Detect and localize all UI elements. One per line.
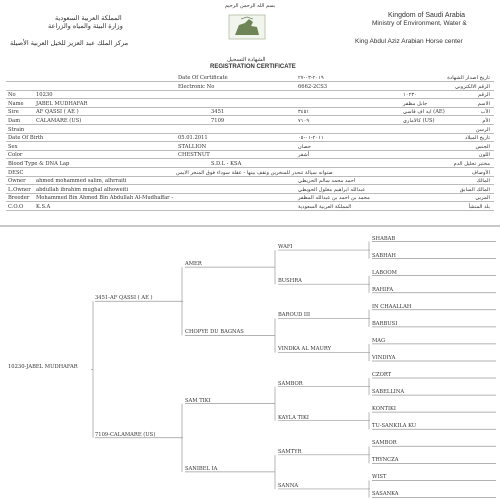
pedigree-chart <box>0 227 500 500</box>
info-ar: الرقم الالكتروني <box>454 83 490 90</box>
pedigree-gen4: MAG <box>372 337 386 344</box>
certificate-header <box>0 0 500 55</box>
horse-logo-icon <box>227 13 267 41</box>
info-row <box>6 134 494 142</box>
info-ar: الجنس <box>475 143 490 150</box>
info-ar2: ايه اف قاسي (AE) <box>403 109 445 116</box>
header-ar-center: مركز الملك عبد العزيز للخيل العربية الأصيلة <box>10 39 129 47</box>
info-arval: ٢٠١٩-٠٣-٢٧ <box>298 75 324 81</box>
header-en-kingdom: Kingdom of Saudi Arabia <box>388 12 466 19</box>
info-value: AF QASSI ( AE ) <box>36 109 79 116</box>
info-label: Dam <box>8 118 21 124</box>
info-ar: المربي <box>475 195 490 202</box>
pedigree-gen4: SAMBOR <box>372 440 397 447</box>
certificate-title-ar: الشهادة التسجيل <box>227 57 266 63</box>
header-en-ministry: Ministry of Environment, Water & <box>372 20 467 27</box>
info-label: C.O.O <box>8 204 24 210</box>
info-row <box>6 177 494 185</box>
pedigree-gen2: AMER <box>185 261 202 268</box>
info-row <box>6 160 494 168</box>
info-label: L.Owner <box>8 186 31 193</box>
pedigree-gen4: CZORT <box>372 372 392 379</box>
pedigree-gen2: CHOPYE DU BAGNAS <box>185 329 244 336</box>
info-row <box>6 126 494 134</box>
info-row <box>6 203 494 211</box>
info-label: DESC <box>8 169 24 176</box>
pedigree-gen4: BARBUSI <box>372 320 398 327</box>
pedigree-gen3: BAROUD III <box>278 312 311 319</box>
info-arval: محمد بن احمد بن عبدالله المظفر <box>298 195 370 202</box>
info-row <box>6 117 494 125</box>
pedigree-gen4: KONTIKI <box>372 406 396 413</box>
pedigree-gen4: LABOOM <box>372 269 397 276</box>
info-mid: CHESTNUT <box>178 152 210 159</box>
pedigree-gen4: VINDIYA <box>372 354 396 361</box>
info-arval: حصان <box>298 143 312 150</box>
info-ar: الأب <box>480 109 490 116</box>
info-mid: Date Of Certificate <box>178 75 228 81</box>
info-label: Color <box>8 152 23 159</box>
info-label: Sex <box>8 143 18 150</box>
info-row <box>6 100 494 108</box>
info-ar: مختبر تحليل الدم <box>453 161 490 167</box>
info-arval: ٢٠١١-٠١-٠٥ <box>298 135 324 142</box>
info-row <box>6 143 494 151</box>
pedigree-gen3: SAMBOR <box>278 380 303 387</box>
info-arval: المملكة العربية السعودية <box>298 204 352 210</box>
pedigree-sire: 3451-AF QASSI ( AE ) <box>95 295 153 302</box>
pedigree-gen3: SAMTYR <box>278 448 302 455</box>
info-row <box>6 194 494 202</box>
info-arval: ٣٤٥١ <box>298 109 310 116</box>
info-row <box>6 151 494 159</box>
info-ar: الاسم <box>477 100 490 107</box>
info-row <box>6 83 494 91</box>
info-label: Owner <box>8 178 26 185</box>
pedigree-gen4: WIST <box>372 474 387 481</box>
info-code: 3451 <box>211 109 225 116</box>
info-code: S.D.L - KSA <box>211 161 242 167</box>
pedigree-gen2: SAM TIKI <box>185 397 211 404</box>
info-ar2: ١٠٢٣٠ <box>403 92 417 99</box>
info-mid: 05.01.2011 <box>178 135 208 142</box>
desc-ar-text: صنوانه سيالة تنحدر للمنخرين وتقف بينها - عقلة سوداء فوق المنخر الايمن <box>176 169 333 176</box>
info-value: abdullah ibrahim mughal alhoweiti <box>36 186 129 193</box>
info-arval: 6662-2CS3 <box>298 83 328 90</box>
pedigree-gen4: RAHIFA <box>372 286 394 293</box>
info-row <box>6 108 494 116</box>
info-value: CALAMARE (US) <box>36 118 82 124</box>
pedigree-gen3: WAFI <box>278 244 293 251</box>
info-arval: ٧١٠٩ <box>298 118 310 124</box>
info-mid: STALLION <box>178 143 207 150</box>
info-label: Strain <box>8 126 25 133</box>
pedigree-gen2: SANIBEL IA <box>185 465 218 472</box>
info-value: 10230 <box>36 92 53 99</box>
pedigree-gen4: SABHAH <box>372 252 396 259</box>
info-ar: تاريخ اصدار الشهادة <box>447 75 490 81</box>
desc-ar-row <box>6 169 494 177</box>
pedigree-gen4: TU-SANKILA KU <box>372 423 417 430</box>
info-label: Sire <box>8 109 19 116</box>
info-ar: الأم <box>482 118 490 124</box>
pedigree-gen4: IN CHAALLAH <box>372 303 412 310</box>
info-label: Name <box>8 100 24 107</box>
info-row <box>6 186 494 194</box>
info-value: JABEL MUDHAFAR <box>36 100 88 107</box>
pedigree-gen4: SASANKA <box>372 491 399 498</box>
basmala: بسم الله الرحمن الرحيم <box>224 3 276 9</box>
header-ar-ministry: وزارة البيئة والمياه والزراعة <box>48 22 123 30</box>
certificate-title-en: REGISTRATION CERTIFICATE <box>210 64 296 70</box>
info-ar: الرقم <box>478 92 490 99</box>
info-code: 7109 <box>211 118 225 124</box>
pedigree-gen4: TRYNCZA <box>372 457 399 464</box>
info-arval: احمد محمد سالم الحريطي <box>298 178 356 185</box>
info-value: Mohammed Bin Ahmed Bin Abdullah Al-Mudhaffar - <box>36 195 174 202</box>
info-mid: Electronic No <box>178 83 215 90</box>
info-arval: عبدالله ابراهيم مغلول الحويطي <box>298 186 366 193</box>
pedigree-gen4: SABELLINA <box>372 389 405 396</box>
info-value: K.S.A <box>36 204 51 210</box>
pedigree-subject: 10230-JABEL MUDHAFAR <box>8 363 78 370</box>
info-ar: المالك <box>476 178 490 185</box>
info-ar: تاريخ الميلاد <box>465 135 490 142</box>
info-label: Blood Type & DNA Lap <box>8 161 70 167</box>
info-ar: الأوصاف <box>471 169 490 176</box>
info-ar: اللون <box>478 152 490 159</box>
info-arval: أشقر <box>298 152 310 159</box>
pedigree-gen3: BUSHRA <box>278 278 302 285</box>
info-ar2: جابل مظفر <box>403 100 428 107</box>
pedigree-gen3: KAYLA TIKI <box>278 414 309 421</box>
header-ar-kingdom: المملكة العربية السعودية <box>55 14 122 22</box>
info-row <box>6 91 494 99</box>
info-label: Date Of Birth <box>8 135 44 142</box>
info-label: No <box>8 92 16 99</box>
info-row <box>6 74 494 82</box>
info-value: ahmed mohammed salim, alhrraiti <box>36 178 127 185</box>
info-ar: الرسن <box>475 126 490 133</box>
pedigree-dam: 7109-CALAMARE (US) <box>95 431 156 438</box>
header-en-center: King Abdul Aziz Arabian Horse center <box>355 38 463 45</box>
info-ar: بلد المنشأ <box>468 204 490 210</box>
pedigree-gen4: SHABAB <box>372 235 396 242</box>
info-ar2: كالاماري (US) <box>403 118 435 124</box>
info-label: Breeder <box>8 195 30 202</box>
info-ar: المالك السابق <box>459 186 490 193</box>
pedigree-gen3: VINDKA AL MAURY <box>278 346 331 353</box>
pedigree-gen3: SANNA <box>278 482 299 489</box>
